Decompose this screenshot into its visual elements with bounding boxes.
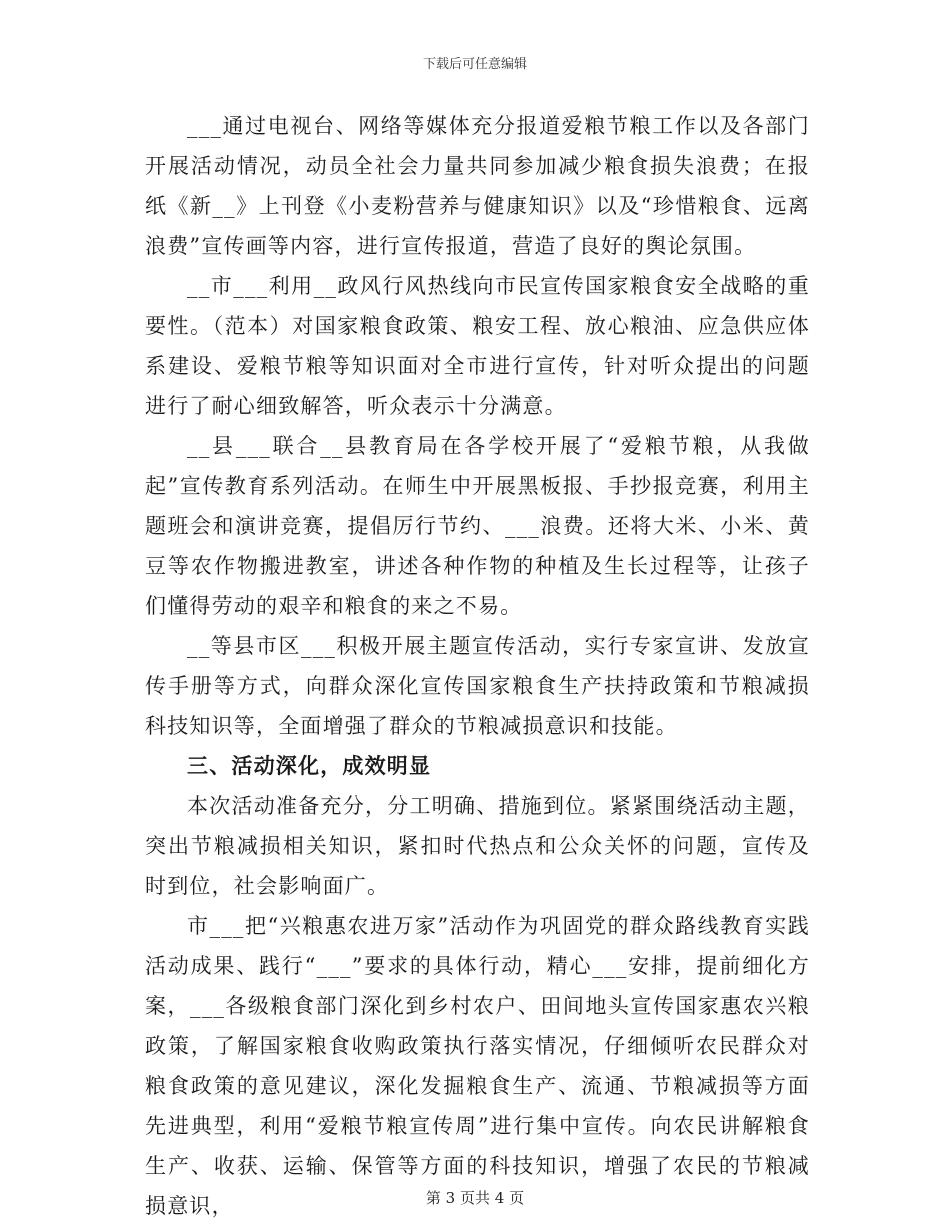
section-heading: 三、活动深化，成效明显	[187, 754, 432, 778]
paragraph-hotline: __市___利用__政风行风热线向市民宣传国家粮食安全战略的重要性。（范本）对国家粮食政策、粮安工程、放心粮油、应急供应体系建设、爱粮节粮等知识面对全市进行宣传，针对听众提出的问题进行了耐心细致解答，听众表示十分满意。	[145, 274, 810, 418]
document-body	[145, 106, 810, 1226]
paragraph-activity-summary: 本次活动准备充分，分工明确、措施到位。紧紧围绕活动主题，突出节粮减损相关知识，紧扣时代热点和公众关怀的问题，宣传及时到位，社会影响面广。	[145, 794, 810, 898]
paragraph-city-campaign: 市___把“兴粮惠农进万家”活动作为巩固党的群众路线教育实践活动成果、践行“___”要求的具体行动，精心___安排，提前细化方案，___各级粮食部门深化到乡村农户、田间地头宣传国家惠农兴粮政策，了解国家粮食收购政策执行落实情况，仔细倾听农民群众对粮食政策的意见建议，深化发掘粮食生产、流通、节粮减损等方面先进典型，利用“爱粮节粮宣传周”进行集中宣传。向农民讲解粮食生产、收获、运输、保管等方面的科技知识，增强了农民的节粮减损意识，	[145, 914, 810, 1218]
paragraph-school-campaign: __县___联合__县教育局在各学校开展了“爱粮节粮，从我做起”宣传教育系列活动。在师生中开展黑板报、手抄报竞赛，利用主题班会和演讲竞赛，提倡厉行节约、___浪费。还将大米、小米、黄豆等农作物搬进教室，讲述各种作物的种植及生长过程等，让孩子们懂得劳动的艰辛和粮食的来之不易。	[145, 434, 810, 618]
page-number: 第 3 页共 4 页	[425, 1189, 525, 1207]
paragraph-county-activities: __等县市区___积极开展主题宣传活动，实行专家宣讲、发放宣传手册等方式，向群众深化宣传国家粮食生产扶持政策和节粮减损科技知识等，全面增强了群众的节粮减损意识和技能。	[145, 634, 810, 738]
paragraph-media-publicity: ___通过电视台、网络等媒体充分报道爱粮节粮工作以及各部门开展活动情况，动员全社会力量共同参加减少粮食损失浪费；在报纸《新__》上刊登《小麦粉营养与健康知识》以及“珍惜粮食、远离浪费”宣传画等内容，进行宣传报道，营造了良好的舆论氛围。	[145, 114, 810, 258]
page-header: 下载后可任意编辑	[422, 57, 527, 72]
